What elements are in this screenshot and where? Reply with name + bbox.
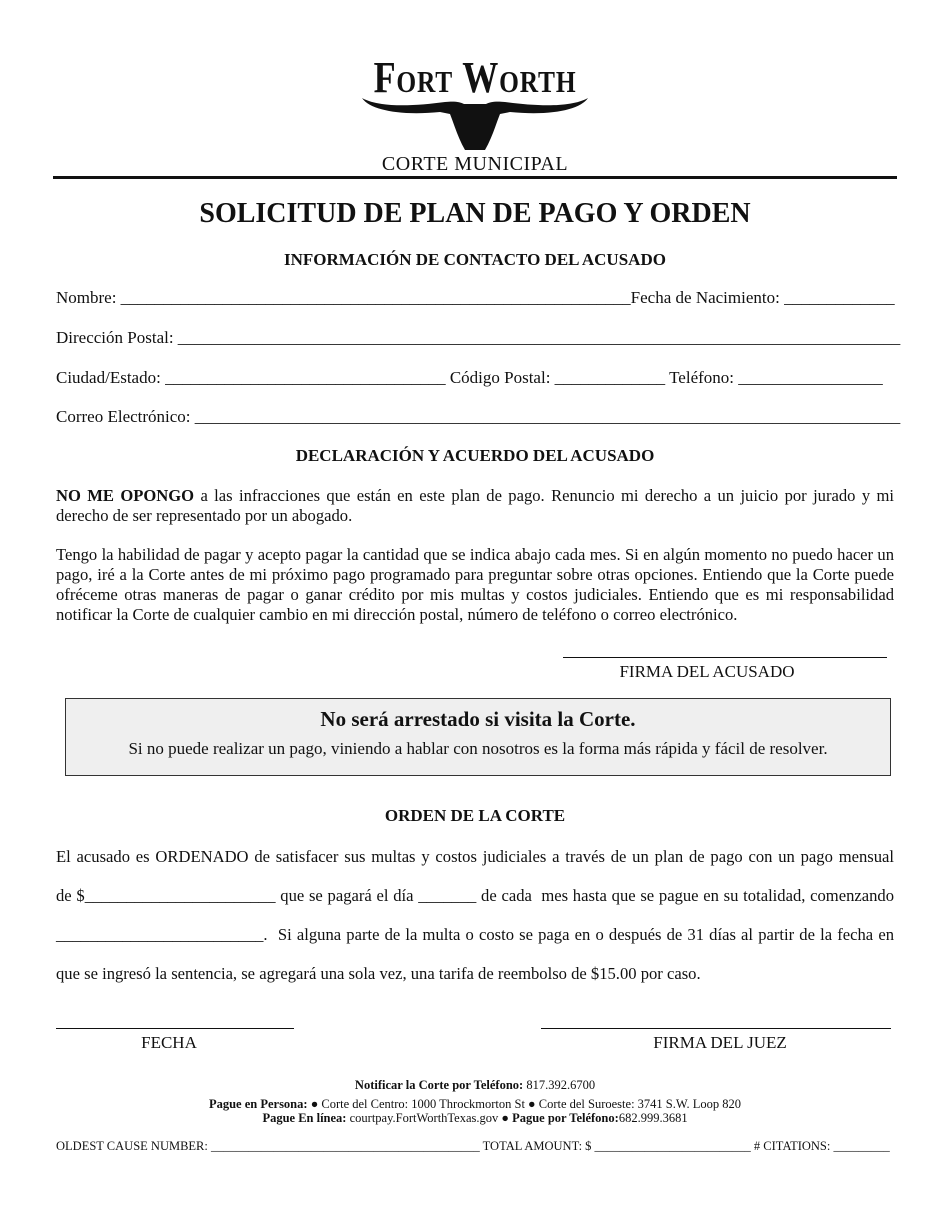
declaration-paragraph-2: Tengo la habilidad de pagar y acepto pagar la cantidad que se indica abajo cada mes. Si en algún momento no puedo hacer un pago, iré a la Corte antes de mi próximo pago programado para preguntar sobre otras opciones. Entiendo que la Corte puede ofréceme otras maneras de pagar o ganar crédito por mis multas y costos judiciales. Entiendo que es mi responsabilidad notificar la Corte de cualquier cambio en mi dirección postal, número de teléfono o correo electrónico. <box>56 545 894 624</box>
name-dob-field[interactable]: Nombre: ____________________________________________________________Fecha de Nacimiento: _____________ <box>56 288 895 307</box>
declaration-paragraph-1 <box>56 486 894 526</box>
footer-online-label: Pague En línea: <box>262 1111 347 1125</box>
footer-phone-label: Notificar la Corte por Teléfono: <box>354 1078 524 1092</box>
order-heading: ORDEN DE LA CORTE <box>384 806 566 825</box>
footer-pay-phone-label: Pague por Teléfono: <box>512 1111 619 1125</box>
order-line-4: que se ingresó la sentencia, se agregará una sola vez, una tarifa de reembolso de $15.00 por caso. <box>56 964 701 983</box>
footer-in-person-value: ● Corte del Centro: 1000 Throckmorton St ● Corte del Suroeste: 3741 S.W. Loop 820 <box>307 1097 742 1111</box>
judge-signature-label: FIRMA DEL JUEZ <box>653 1033 787 1052</box>
header-divider <box>53 176 897 179</box>
order-line-3-start-date-field[interactable]: _________________________. Si alguna parte de la multa o costo se paga en o después de 31 días al partir de la fecha en <box>56 925 894 944</box>
contact-heading: INFORMACIÓN DE CONTACTO DEL ACUSADO <box>284 250 666 269</box>
footer-pay-phone-value: 682.999.3681 <box>618 1111 688 1125</box>
judge-signature-line[interactable] <box>541 1028 891 1029</box>
notice-body: Si no puede realizar un pago, viniendo a hablar con nosotros es la forma más rápida y fácil de resolver. <box>128 739 828 758</box>
footer-online-value: courtpay.FortWorthTexas.gov ● <box>346 1111 513 1125</box>
defendant-signature-line[interactable] <box>563 657 887 658</box>
logo-subtitle: CORTE MUNICIPAL <box>381 153 569 175</box>
date-line[interactable] <box>56 1028 294 1029</box>
order-line-2-payment-fields[interactable]: de $_______________________ que se pagará el día _______ de cada mes hasta que se pague en su totalidad, comenzando <box>56 886 894 905</box>
defendant-signature-label: FIRMA DEL ACUSADO <box>619 662 795 681</box>
declaration-heading: DECLARACIÓN Y ACUERDO DEL ACUSADO <box>295 446 655 465</box>
footer-online <box>0 1111 950 1126</box>
no-objection-label: NO ME OPONGO <box>56 486 195 505</box>
city-zip-phone-field[interactable]: Ciudad/Estado: _________________________________ Código Postal: _____________ Teléfono: _________________ <box>56 368 883 387</box>
longhorn-logo-icon <box>360 94 590 154</box>
cause-amount-citations-fields[interactable]: OLDEST CAUSE NUMBER: ___________________________________________ TOTAL AMOUNT: $ _________________________ # CITATIONS: _________ <box>56 1139 890 1153</box>
order-line-1: El acusado es ORDENADO de satisfacer sus multas y costos judiciales a través de un plan de pago con un pago mensual <box>56 847 894 866</box>
email-field[interactable]: Correo Electrónico: ___________________________________________________________________________________ <box>56 407 901 426</box>
footer-in-person-label: Pague en Persona: <box>208 1097 308 1111</box>
page-title: SOLICITUD DE PLAN DE PAGO Y ORDEN <box>199 198 751 229</box>
footer-phone-value: 817.392.6700 <box>523 1078 596 1092</box>
address-field[interactable]: Dirección Postal: _____________________________________________________________________________________ <box>56 328 901 347</box>
footer-phone <box>0 1078 950 1093</box>
notice-title: No será arrestado si visita la Corte. <box>320 707 636 731</box>
footer-in-person <box>0 1097 950 1112</box>
logo-title: Fort Worth <box>373 53 577 102</box>
declaration-text-1: a las infracciones que están en este plan de pago. Renuncio mi derecho a un juicio por jurado y mi derecho de ser representado por un abogado. <box>56 486 894 525</box>
date-label: FECHA <box>141 1033 197 1052</box>
notice-box <box>65 698 891 776</box>
